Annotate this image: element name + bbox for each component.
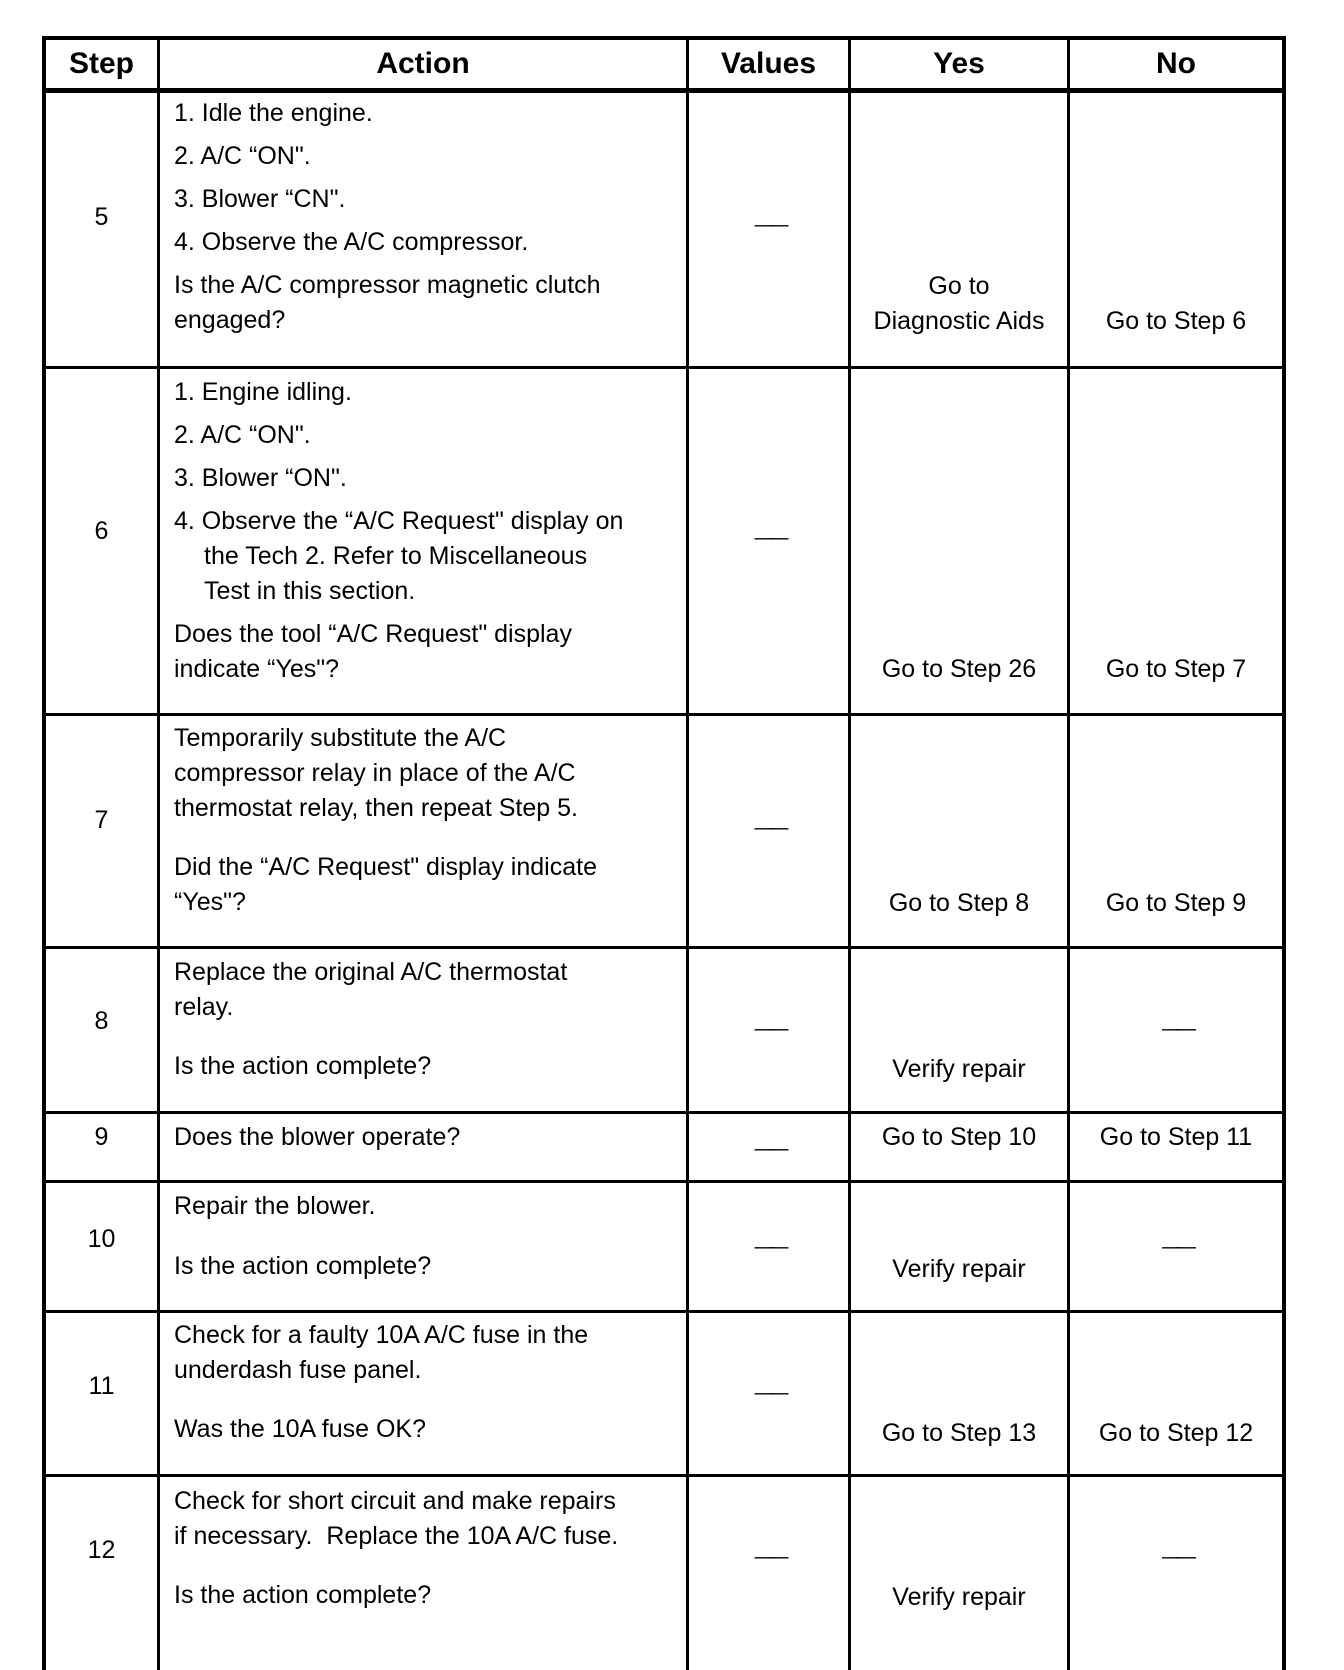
action-line: 3. Blower “ON".	[174, 464, 347, 492]
action-text	[174, 375, 623, 687]
action-line: “Yes"?	[174, 888, 246, 916]
grid-line	[42, 713, 1286, 716]
action-line: Temporarily substitute the A/C	[174, 724, 507, 752]
header-values: Values	[720, 47, 817, 80]
action-line: relay.	[174, 993, 234, 1021]
action-line: Check for a faulty 10A A/C fuse in the	[174, 1321, 589, 1349]
yes-result: Go to Step 26	[881, 655, 1037, 683]
grid-line	[42, 366, 1286, 369]
action-line: 4. Observe the A/C compressor.	[174, 228, 529, 256]
values-dash: ——	[754, 527, 783, 549]
grid-line	[686, 36, 689, 1670]
no-result: Go to Step 12	[1098, 1419, 1254, 1447]
action-line: 1. Idle the engine.	[174, 99, 373, 127]
values-dash: ——	[754, 1138, 783, 1160]
action-text	[174, 1189, 431, 1284]
values-dash: ——	[754, 1018, 783, 1040]
grid-line	[42, 36, 1286, 40]
yes-result-line: Go to	[928, 272, 990, 300]
action-line: thermostat relay, then repeat Step 5.	[174, 794, 578, 822]
action-line: the Tech 2. Refer to Miscellaneous	[204, 542, 588, 570]
grid-line	[42, 1474, 1286, 1477]
no-result: ——	[1162, 1018, 1190, 1040]
values-dash: ——	[754, 1546, 783, 1568]
header-action: Action	[376, 47, 470, 80]
action-text	[174, 96, 601, 338]
grid-line	[1282, 36, 1286, 1670]
yes-result: Verify repair	[892, 1255, 1026, 1283]
grid-line	[157, 36, 160, 1670]
action-line: Is the action complete?	[174, 1581, 432, 1609]
no-result: ——	[1162, 1236, 1190, 1258]
action-line: 2. A/C “ON".	[174, 421, 311, 449]
action-text	[174, 1484, 618, 1613]
step-number: 9	[94, 1123, 109, 1151]
action-line: Is the action complete?	[174, 1052, 432, 1080]
action-line: Did the “A/C Request" display indicate	[174, 853, 597, 881]
action-line: underdash fuse panel.	[174, 1356, 422, 1384]
step-number: 12	[87, 1536, 116, 1564]
no-result: Go to Step 6	[1105, 307, 1247, 335]
values-dash: ——	[754, 1382, 783, 1404]
yes-result-line: Diagnostic Aids	[873, 307, 1045, 335]
action-line: 4. Observe the “A/C Request" display on	[174, 507, 624, 535]
no-result: Go to Step 7	[1105, 655, 1247, 683]
action-line: Does the tool “A/C Request" display	[174, 620, 572, 648]
no-result: Go to Step 11	[1099, 1123, 1253, 1151]
action-line: if necessary. Replace the 10A A/C fuse.	[174, 1522, 619, 1550]
header-no: No	[1156, 47, 1196, 80]
action-line: 1. Engine idling.	[174, 378, 352, 406]
values-dash: ——	[754, 817, 783, 839]
step-number: 5	[94, 203, 109, 231]
action-line: 2. A/C “ON".	[174, 142, 311, 170]
yes-result: Verify repair	[892, 1583, 1026, 1611]
action-line: indicate “Yes"?	[174, 655, 340, 683]
grid-line	[42, 1310, 1286, 1313]
action-line: Is the A/C compressor magnetic clutch	[174, 271, 601, 299]
step-number: 6	[94, 517, 109, 545]
action-line: Check for short circuit and make repairs	[174, 1487, 616, 1515]
action-line: Is the action complete?	[174, 1252, 432, 1280]
action-line: engaged?	[174, 306, 286, 334]
step-number: 10	[87, 1225, 116, 1253]
action-line: Repair the blower.	[174, 1192, 376, 1220]
action-text	[174, 1318, 588, 1447]
values-dash: ——	[754, 1236, 783, 1258]
action-line: Was the 10A fuse OK?	[174, 1415, 426, 1443]
action-line: 3. Blower “CN".	[174, 185, 346, 213]
header-yes: Yes	[933, 47, 985, 80]
action-line: Test in this section.	[204, 577, 416, 605]
action-line: compressor relay in place of the A/C	[174, 759, 576, 787]
yes-result: Verify repair	[892, 1055, 1026, 1083]
action-text	[174, 955, 567, 1084]
action-text	[174, 1120, 460, 1155]
grid-line	[42, 1180, 1286, 1183]
grid-line	[42, 36, 46, 1670]
values-dash: ——	[754, 214, 783, 236]
yes-result: Go to Step 10	[881, 1123, 1037, 1151]
no-result: Go to Step 9	[1105, 889, 1247, 917]
action-text	[174, 721, 597, 920]
yes-result	[851, 269, 1067, 339]
grid-line	[42, 88, 1286, 93]
grid-line	[42, 946, 1286, 949]
header-step: Step	[68, 47, 134, 80]
action-line: Does the blower operate?	[174, 1123, 461, 1151]
no-result: ——	[1162, 1546, 1190, 1568]
grid-line	[42, 1111, 1286, 1114]
yes-result: Go to Step 13	[881, 1419, 1037, 1447]
step-number: 11	[88, 1372, 115, 1400]
action-line: Replace the original A/C thermostat	[174, 958, 568, 986]
yes-result: Go to Step 8	[888, 889, 1030, 917]
step-number: 8	[94, 1007, 109, 1035]
step-number: 7	[94, 806, 109, 834]
